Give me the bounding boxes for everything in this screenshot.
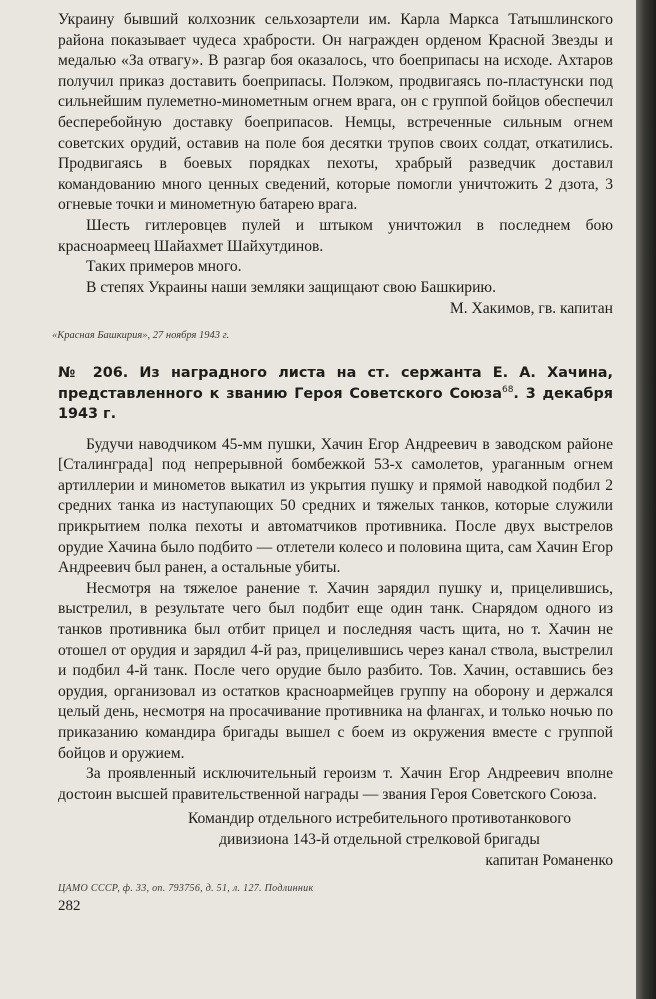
intro-paragraph-4: В степях Украины наши земляки защищают свою Башкирию. bbox=[86, 278, 496, 296]
article-signature: М. Хакимов, гв. капитан bbox=[449, 300, 613, 318]
commander-signature bbox=[146, 809, 613, 871]
heading-date: . 3 декабря 1943 г. bbox=[58, 385, 613, 423]
heading-title: № 206. Из наградного листа на ст. сержанта Е. А. Хачина, представленного к званию Героя Советского Союза bbox=[58, 364, 613, 402]
book-spine-edge bbox=[636, 0, 656, 999]
page-text bbox=[52, 10, 613, 896]
commander-line-1: Командир отдельного истребительного противотанкового bbox=[187, 810, 572, 828]
intro-paragraph-2: Шесть гитлеровцев пулей и штыком уничтожил в последнем бою красноармеец Шайахмет Шайхутдинов. bbox=[58, 216, 613, 255]
commander-line-3: капитан Романенко bbox=[485, 851, 613, 869]
footnote-reference: 68 bbox=[501, 384, 514, 395]
page-number: 282 bbox=[58, 898, 81, 914]
intro-paragraph-1: Украину бывший колхозник сельхозартели им. Карла Маркса Татышлинского района показывает чудеса храбрости. Он награжден орденом Красной Звезды и медалью «За отвагу». В разгар боя оказалось, что боеприпасы на исходе. Ахтаров получил приказ доставить боеприпасы. Полэком, продвигаясь по-пластунски под сильнейшим пулеметно-минометным огнем врага, он с группой бойцов обеспечил бесперебойную доставку боеприпасов. Немцы, встреченные сильным огнем советских орудий, оставив на поле боя десятки трупов своих солдат, откатились. Продвигаясь в боевых порядках пехоты, храбрый разведчик доставил командованию много ценных сведений, которые помогли уничтожить 2 дзота, 3 огневые точки и минометную батарею врага. bbox=[58, 11, 613, 214]
newspaper-source: «Красная Башкирия», 27 ноября 1943 г. bbox=[52, 329, 230, 341]
document-paragraph-1: Будучи наводчиком 45-мм пушки, Хачин Егор Андреевич в заводском районе [Сталинграда] под непрерывной бомбежкой 53-х самолетов, ураганным огнем артиллерии и минометов выкатил из укрытия пушку и прямой наводкой подбил 2 средних танка из наступающих 50 средних и тяжелых танков, которые служили прикрытием полка пехоты и автоматчиков противника. После двух выстрелов орудие Хачина было подбито — отлетели колесо и половина щита, сам Хачин Егор Андреевич был ранен, а остальные убиты. bbox=[58, 435, 613, 577]
archive-reference: ЦАМО СССР, ф. 33, оп. 793756, д. 51, л. 127. Подлинник bbox=[58, 883, 314, 895]
intro-paragraph-3: Таких примеров много. bbox=[86, 258, 242, 276]
document-paragraph-3: За проявленный исключительный героизм т. Хачин Егор Андреевич вполне достоин высшей правительственной награды — звания Героя Советского Союза. bbox=[58, 765, 613, 803]
commander-line-2: дивизиона 143-й отдельной стрелковой бригады bbox=[219, 830, 540, 848]
document-heading bbox=[58, 363, 613, 425]
document-paragraph-2: Несмотря на тяжелое ранение т. Хачин зарядил пушку и, прицелившись, выстрелил, в результате чего был подбит еще один танк. Снарядом одного из танков противника был отбит прицел и последняя часть щита, но т. Хачин не отошел от орудия и зарядил 4-й раз, прицелившись через канал ствола, выстрелил и подбил 4-й танк. После чего орудие было разбито. Тов. Хачин, оставшись без орудия, организовал из остатков красноармейцев группу на оборону и держался целый день, несмотря на просачивание противника на флангах, и только ночью по приказанию командира бригады вышел с боем из окружения вместе с группой бойцов и оружием. bbox=[58, 579, 613, 762]
